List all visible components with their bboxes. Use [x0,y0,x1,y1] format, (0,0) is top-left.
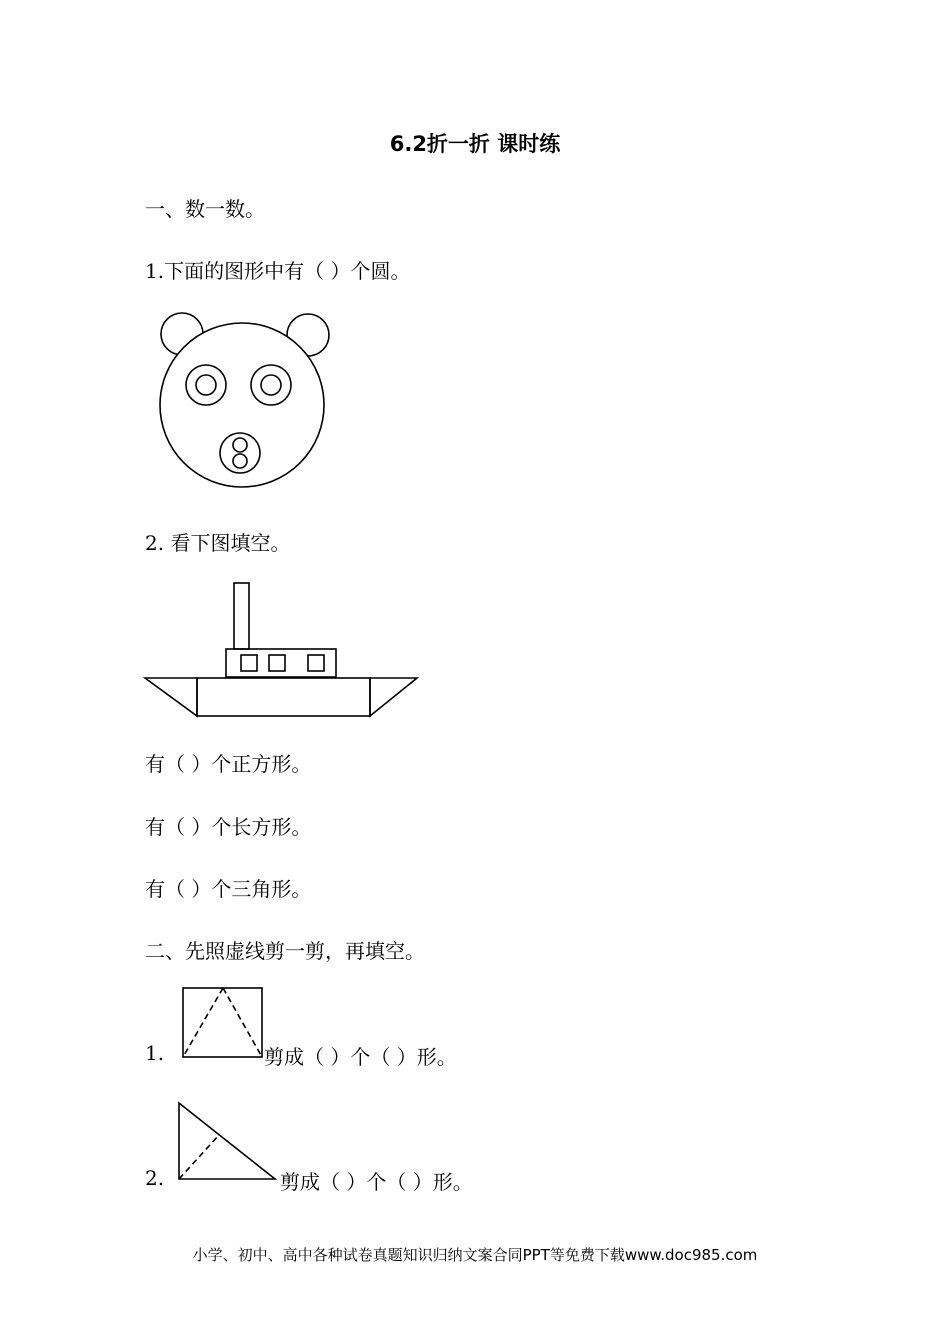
question-2-1-number: 1. [145,1041,165,1065]
left-hull-triangle [145,678,197,716]
fill-square-count: 有（ ）个正方形。 [145,752,312,776]
cabin-rectangle [226,649,336,677]
triangle-dashed-cut-figure [176,1100,280,1184]
footer-text: 小学、初中、高中各种试卷真题知识归纳文案合同PPT等免费下载www.doc985.com [192,1246,758,1264]
window-square-1 [241,655,257,671]
window-square-3 [308,655,324,671]
right-hull-triangle [370,678,417,716]
boat-figure [143,578,423,720]
bear-face-figure [143,305,343,500]
hull-rectangle [197,678,370,716]
head-circle [160,323,324,487]
fill-triangle-count: 有（ ）个三角形。 [145,877,312,901]
chimney-rectangle [234,583,249,649]
square-dashed-cut-figure [181,986,265,1060]
question-1-1: 1.下面的图形中有（ ）个圆。 [145,259,411,283]
window-square-2 [269,655,285,671]
question-2-2-text: 剪成（ ）个（ ）形。 [280,1170,473,1194]
section1-heading: 一、数一数。 [145,197,265,221]
question-2-1-text: 剪成（ ）个（ ）形。 [264,1045,457,1069]
question-1-2: 2. 看下图填空。 [145,531,291,555]
fill-rectangle-count: 有（ ）个长方形。 [145,815,312,839]
section2-heading: 二、先照虚线剪一剪，再填空。 [145,939,425,963]
page-title: 6.2折一折 课时练 [389,132,561,156]
question-2-2-number: 2. [145,1166,165,1190]
